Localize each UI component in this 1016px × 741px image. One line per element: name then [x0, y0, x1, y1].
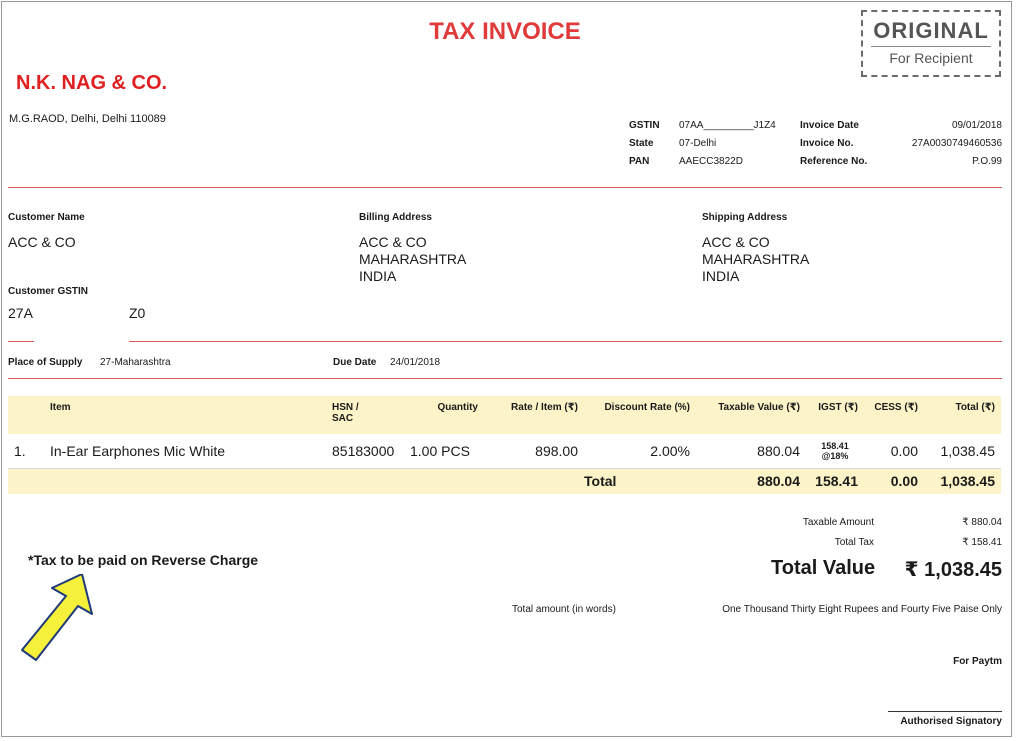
totals-row: [8, 468, 1001, 494]
billing-line1: ACC & CO: [359, 234, 427, 250]
pan-label: PAN: [629, 156, 650, 167]
totals-cess: 0.00: [890, 473, 918, 490]
table-header-row: [8, 396, 1001, 434]
customer-name-value: ACC & CO: [8, 234, 76, 250]
invoice-no-value: 27A0030749460536: [911, 138, 1002, 149]
company-address: M.G.RAOD, Delhi, Delhi 110089: [9, 113, 166, 125]
divider-top: [8, 187, 1002, 188]
totals-igst: 158.41: [815, 473, 858, 490]
place-of-supply-value: 27-Maharashtra: [100, 357, 171, 368]
divider-supply: [8, 378, 1002, 379]
row-total: 1,038.45: [940, 442, 995, 459]
th-total: Total (₹): [955, 402, 995, 413]
th-igst: IGST (₹): [818, 402, 858, 413]
due-date-value: 24/01/2018: [390, 357, 441, 368]
th-rate: Rate / Item (₹): [511, 402, 578, 413]
customer-gstin-part1: 27A: [8, 305, 33, 321]
authorised-signatory: Authorised Signatory: [900, 716, 1002, 727]
customer-name-label: Customer Name: [8, 212, 85, 223]
th-quantity: Quantity: [437, 402, 478, 413]
divider-gstin-short: [8, 341, 34, 342]
reverse-charge-note: *Tax to be paid on Reverse Charge: [28, 552, 259, 568]
billing-line2: MAHARASHTRA: [359, 251, 467, 267]
for-company: For Paytm: [953, 656, 1002, 667]
row-discount: 2.00%: [650, 442, 690, 459]
th-hsn: HSN / SAC: [332, 402, 359, 424]
row-item: In-Ear Earphones Mic White: [50, 442, 226, 459]
signature-line: [888, 711, 1002, 712]
reference-value: P.O.99: [972, 156, 1002, 167]
total-tax-value: ₹ 158.41: [962, 537, 1002, 548]
invoice-frame: [1, 1, 1012, 737]
gstin-label: GSTIN: [629, 120, 660, 131]
shipping-line1: ACC & CO: [702, 234, 770, 250]
divider-gstin: [129, 341, 1002, 342]
invoice-date-label: Invoice Date: [800, 120, 859, 131]
original-badge: [861, 10, 1001, 77]
customer-gstin-label: Customer GSTIN: [8, 286, 89, 297]
shipping-line3: INDIA: [702, 268, 740, 284]
badge-sub: For Recipient: [889, 50, 973, 66]
taxable-amount-value: ₹ 880.04: [962, 517, 1002, 528]
total-value-amount: ₹ 1,038.45: [904, 559, 1002, 581]
th-cess: CESS (₹): [874, 402, 918, 413]
badge-divider: [871, 46, 991, 47]
badge-main: ORIGINAL: [873, 18, 989, 43]
invoice-date-value: 09/01/2018: [951, 120, 1002, 131]
company-name: N.K. NAG & CO.: [16, 72, 168, 94]
shipping-address-label: Shipping Address: [702, 212, 788, 223]
total-tax-label: Total Tax: [834, 537, 874, 548]
billing-address: [359, 234, 466, 285]
invoice-no-label: Invoice No.: [800, 138, 854, 149]
row-hsn: 85183000: [332, 442, 395, 459]
billing-address-label: Billing Address: [359, 212, 432, 223]
totals-label: Total: [584, 473, 617, 490]
row-igst: [806, 434, 864, 468]
state-label: State: [629, 138, 654, 149]
th-taxable: Taxable Value (₹): [718, 402, 800, 413]
amount-words-label: Total amount (in words): [512, 604, 616, 615]
state-value: 07-Delhi: [679, 138, 717, 149]
row-quantity: 1.00 PCS: [410, 442, 470, 459]
place-of-supply-label: Place of Supply: [8, 357, 83, 368]
invoice-title: TAX INVOICE: [429, 18, 581, 45]
taxable-amount-label: Taxable Amount: [802, 517, 874, 528]
shipping-address: [702, 234, 809, 285]
row-igst-amount: 158.41: [821, 440, 849, 451]
row-index: 1.: [14, 442, 26, 459]
shipping-line2: MAHARASHTRA: [702, 251, 810, 267]
due-date-label: Due Date: [333, 357, 377, 368]
table-row: [8, 434, 1001, 468]
row-igst-rate: @18%: [821, 450, 849, 461]
row-rate: 898.00: [535, 442, 578, 459]
th-discount: Discount Rate (%): [604, 402, 690, 413]
total-value-label: Total Value: [771, 557, 876, 579]
billing-line3: INDIA: [359, 268, 397, 284]
items-table: [8, 396, 1001, 494]
totals-total: 1,038.45: [940, 473, 995, 490]
row-taxable: 880.04: [757, 442, 800, 459]
customer-gstin-part2: Z0: [129, 305, 146, 321]
yellow-arrow-icon: [18, 574, 98, 662]
gstin-value: 07AA_________J1Z4: [679, 120, 776, 131]
pan-value: AAECC3822D: [679, 156, 743, 167]
totals-taxable: 880.04: [757, 473, 800, 490]
th-item: Item: [50, 402, 71, 413]
amount-words-value: One Thousand Thirty Eight Rupees and Fourty Five Paise Only: [722, 604, 1002, 615]
th-index: [8, 396, 44, 434]
reference-label: Reference No.: [800, 156, 868, 167]
row-cess: 0.00: [890, 442, 918, 459]
